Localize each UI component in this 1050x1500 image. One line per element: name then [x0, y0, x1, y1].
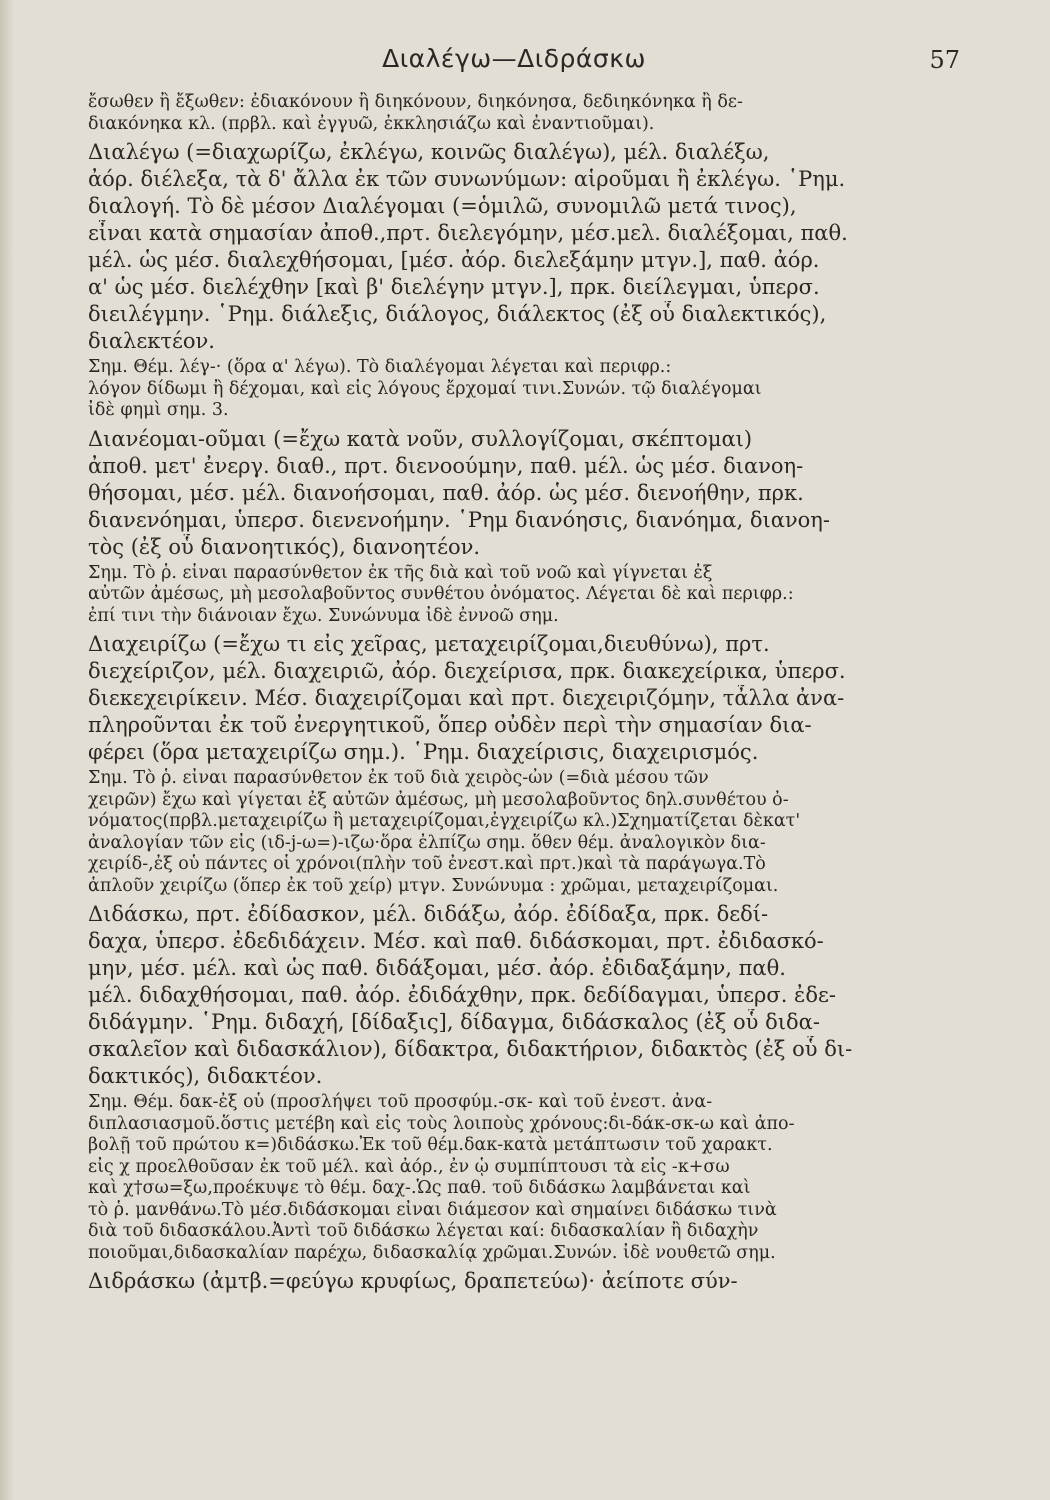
entry-line: διδάγμην. ῾Ρημ. διδαχή, [δίδαξις], δίδαγμα, διδάσκαλος (ἐξ οὗ διδα- — [88, 1010, 820, 1034]
note-line: ποιοῦμαι,διδασκαλίαν παρέχω, διδασκαλίᾳ χρῶμαι.Συνών. ἰδὲ νουθετῶ σημ. — [88, 1242, 776, 1263]
note-line: αὐτῶν ἀμέσως, μὴ μεσολαβοῦντος συνθέτου ὀνόματος. Λέγεται δὲ καὶ περιφρ.: — [88, 584, 794, 604]
entry-line: Διαλέγω (=διαχωρίζω, ἐκλέγω, κοινῶς διαλέγω), μέλ. διαλέξω, — [88, 140, 770, 164]
page-number: 57 — [929, 46, 960, 74]
entry-note — [88, 1092, 940, 1264]
entry-line: διαλεκτέον. — [88, 329, 215, 353]
note-line: ἀναλογίαν τῶν εἰς (ιδ-j-ω=)-ιζω·ὅρα ἐλπίζω σημ. ὅθεν θέμ. ἀναλογικὸν δια- — [88, 832, 766, 853]
note-line: χειρῶν) ἔχω καὶ γίγεται ἐξ αὐτῶν ἀμέσως, μὴ μεσολαβοῦντος δηλ.συνθέτου ὀ- — [88, 789, 789, 810]
note-line: νόματος(πρβλ.μεταχειρίζω ἢ μεταχειρίζομαι,ἐγχειρίζω κλ.)Σχηματίζεται δὲκατ' — [88, 811, 801, 831]
entry-line: ἀόρ. διέλεξα, τὰ δ' ἄλλα ἐκ τῶν συνωνύμων: αἱροῦμαι ἢ ἐκλέγω. ῾Ρημ. — [88, 167, 846, 191]
intro-line: διακόνηκα κλ. (πρβλ. καὶ ἐγγυῶ, ἐκκλησιάζω καὶ ἐναντιοῦμαι). — [88, 113, 655, 134]
entry-didasko — [88, 901, 940, 1264]
entry-line: διαλογή. Τὸ δὲ μέσον Διαλέγομαι (=ὁμιλῶ, συνομιλῶ μετά τινος), — [88, 194, 797, 218]
entry-line: πληροῦνται ἐκ τοῦ ἐνεργητικοῦ, ὅπερ οὐδὲν περὶ τὴν σημασίαν δια- — [88, 713, 812, 737]
note-line: καὶ χ†σω=ξω,προέκυψε τὸ θέμ. δαχ-.Ὡς παθ. τοῦ διδάσκω λαμβάνεται καὶ — [88, 1178, 751, 1198]
entry-line: θήσομαι, μέσ. μέλ. διανοήσομαι, παθ. ἀόρ. ὡς μέσ. διενοήθην, πρκ. — [88, 480, 804, 505]
entry-line: Διανέομαι-οῦμαι (=ἔχω κατὰ νοῦν, συλλογίζομαι, σκέπτομαι) — [88, 426, 753, 451]
entry-line: φέρει (ὅρα μεταχειρίζω σημ.). ῾Ρημ. διαχείρισις, διαχειρισμός. — [88, 740, 759, 764]
note-line: Σημ. Θέμ. δακ-ἐξ οὗ (προσλήψει τοῦ προσφύμ.-σκ- καὶ τοῦ ἐνεστ. ἀνα- — [88, 1092, 713, 1112]
entry-line: ἀποθ. μετ' ἐνεργ. διαθ., πρτ. διενοούμην, παθ. μέλ. ὡς μέσ. διανοη- — [88, 453, 804, 478]
note-line: Σημ. Τὸ ῥ. εἶναι παρασύνθετον ἐκ τῆς διὰ καὶ τοῦ νοῶ καὶ γίγνεται ἐξ — [88, 562, 713, 583]
entry-line: μέλ. διδαχθήσομαι, παθ. ἀόρ. ἐδιδάχθην, πρκ. δεδίδαγμαι, ὑπερσ. ἐδε- — [88, 983, 836, 1007]
note-line: διὰ τοῦ διδασκάλου.Ἀντὶ τοῦ διδάσκω λέγεται καί: διδασκαλίαν ἢ διδαχὴν — [88, 1221, 759, 1241]
entry-line: δαχα, ὑπερσ. ἐδεδιδάχειν. Μέσ. καὶ παθ. διδάσκομαι, πρτ. ἐδιδασκό- — [88, 929, 824, 953]
note-line: εἰς χ προελθοῦσαν ἐκ τοῦ μέλ. καὶ ἀόρ., ἐν ᾧ συμπίπτουσι τὰ εἰς -κ+σω — [88, 1156, 730, 1177]
entry-line: δακτικός), διδακτέον. — [88, 1064, 323, 1088]
note-line: βολῇ τοῦ πρώτου κ=)διδάσκω.Ἐκ τοῦ θέμ.δακ-κατὰ μετάπτωσιν τοῦ χαρακτ. — [88, 1135, 773, 1155]
entry-note — [88, 768, 940, 897]
entry-line: διανενόημαι, ὑπερσ. διενενοήμην. ῾Ρημ διανόησις, διανόημα, διανοη- — [88, 507, 830, 532]
entry-line: α' ὡς μέσ. διελέχθην [καὶ β' διελέγην μτγν.], πρκ. διείλεγμαι, ὑπερσ. — [88, 275, 820, 299]
entry-line: Διδάσκω, πρτ. ἐδίδασκον, μέλ. διδάξω, ἀόρ. ἐδίδαξα, πρκ. δεδί- — [88, 902, 769, 926]
note-line: τὸ ῥ. μανθάνω.Τὸ μέσ.διδάσκομαι εἶναι διάμεσον καὶ σημαίνει διδάσκω τινὰ — [88, 1199, 777, 1220]
running-head: Διαλέγω—Διδράσκω — [382, 44, 646, 73]
entry-line: μέλ. ὡς μέσ. διαλεχθήσομαι, [μέσ. ἀόρ. διελεξάμην μτγν.], παθ. ἀόρ. — [88, 248, 820, 272]
entry-line: σκαλεῖον καὶ διδασκάλιον), δίδακτρα, διδακτήριον, διδακτὸς (ἐξ οὗ δι- — [88, 1037, 853, 1061]
entry-line: μην, μέσ. μέλ. καὶ ὡς παθ. διδάξομαι, μέσ. ἀόρ. ἐδιδαξάμην, παθ. — [88, 956, 786, 980]
note-line: ἰδὲ φημὶ σημ. 3. — [88, 400, 229, 420]
note-line: χειρίδ-,ἐξ οὗ πάντες οἱ χρόνοι(πλὴν τοῦ ἐνεστ.καὶ πρτ.)καὶ τὰ παράγωγα.Τὸ — [88, 854, 766, 874]
note-line: λόγον δίδωμι ἢ δέχομαι, καὶ εἰς λόγους ἔρχομαί τινι.Συνών. τῷ διαλέγομαι — [88, 378, 762, 399]
entry-note — [88, 563, 940, 628]
entry-line: Διαχειρίζω (=ἔχω τι εἰς χεῖρας, μεταχειρίζομαι,διευθύνω), πρτ. — [88, 632, 770, 656]
note-line: Σημ. Τὸ ῥ. εἶναι παρασύνθετον ἐκ τοῦ διὰ χειρὸς-ὦν (=διὰ μέσου τῶν — [88, 768, 709, 788]
entry-line: διεκεχειρίκειν. Μέσ. διαχειρίζομαι καὶ πρτ. διεχειριζόμην, τἆλλα ἀνα- — [88, 686, 845, 710]
note-line: διπλασιασμοῦ.ὅστις μετέβη καὶ εἰς τοὺς λοιποὺς χρόνους:δι-δάκ-σκ-ω καὶ ἀπο- — [88, 1113, 795, 1134]
entry-line: εἶναι κατὰ σημασίαν ἀποθ.,πρτ. διελεγόμην, μέσ.μελ. διαλέξομαι, παθ. — [88, 221, 848, 245]
note-line: Σημ. Θέμ. λέγ-· (ὅρα α' λέγω). Τὸ διαλέγομαι λέγεται καὶ περιφρ.: — [88, 357, 672, 377]
entry-note — [88, 357, 940, 422]
entry-dialego — [88, 139, 940, 422]
entry-didrasko — [88, 1268, 940, 1295]
note-line: ἁπλοῦν χειρίζω (ὅπερ ἐκ τοῦ χείρ) μτγν. Συνώνυμα : χρῶμαι, μεταχειρίζομαι. — [88, 875, 779, 896]
intro-line: ἔσωθεν ἢ ἔξωθεν: ἐδιακόνουν ἢ διηκόνουν, διηκόνησα, δεδιηκόνηκα ἢ δε- — [88, 92, 743, 112]
entry-dianeomai — [88, 426, 940, 628]
entry-line: Διδράσκω (ἀμτβ.=φεύγω κρυφίως, δραπετεύω)· ἀείποτε σύν- — [88, 1269, 738, 1293]
page-header — [88, 38, 960, 90]
entry-diacheirizo — [88, 631, 940, 897]
entry-line: τὸς (ἐξ οὗ διανοητικός), διανοητέον. — [88, 534, 481, 559]
entry-line: διειλέγμην. ῾Ρημ. διάλεξις, διάλογος, διάλεκτος (ἐξ οὗ διαλεκτικός), — [88, 302, 827, 326]
intro-continuation — [88, 92, 940, 135]
entry-line: διεχείριζον, μέλ. διαχειριῶ, ἀόρ. διεχείρισα, πρκ. διακεχείρικα, ὑπερσ. — [88, 659, 846, 683]
note-line: ἐπί τινι τὴν διάνοιαν ἔχω. Συνώνυμα ἰδὲ ἐννοῶ σημ. — [88, 605, 559, 626]
page-binding-edge — [0, 0, 14, 1500]
